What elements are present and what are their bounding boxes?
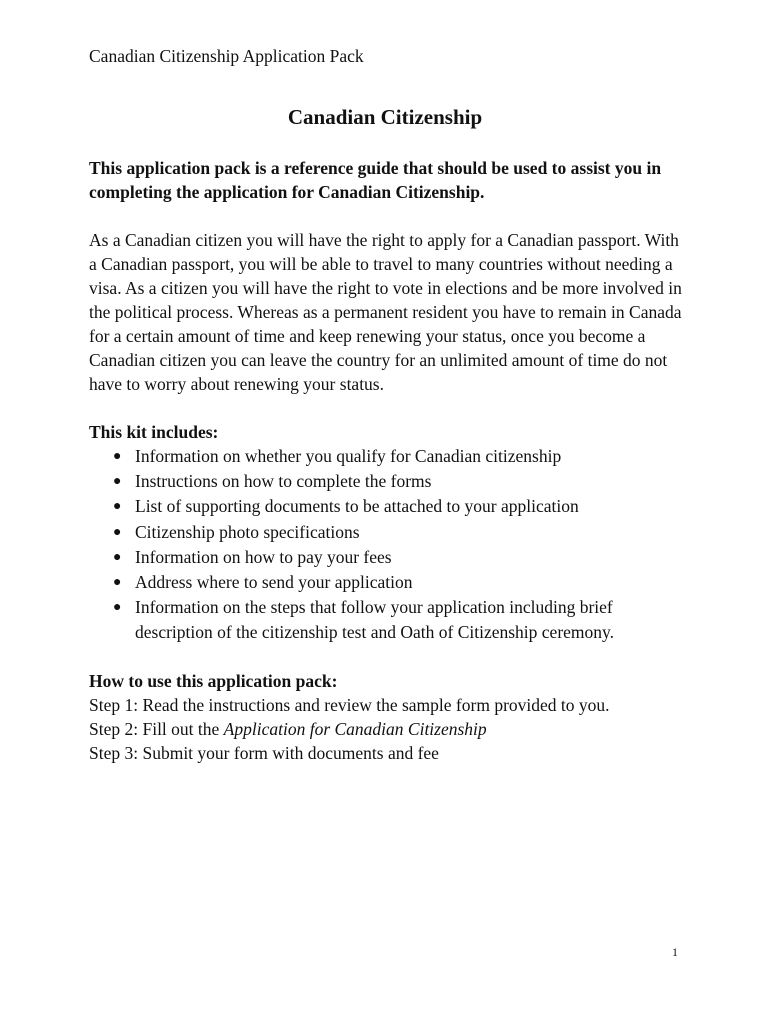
list-item: [89, 545, 689, 570]
bullet-icon: ●: [113, 524, 122, 540]
document-body: [89, 156, 689, 765]
step-3: Step 3: Submit your form with documents and fee: [89, 742, 439, 763]
list-item: [89, 570, 689, 595]
bullet-icon: ●: [113, 449, 122, 464]
kit-includes-heading: This kit includes:: [89, 422, 219, 442]
list-item-text: Information on whether you qualify for Canadian citizenship: [135, 446, 562, 466]
list-item-text: Information on how to pay your fees: [135, 546, 392, 567]
citizenship-benefits-paragraph: As a Canadian citizen you will have the right to apply for a Canadian passport. With a Canadian passport, you will be able to travel to many countries without needing a visa. As a citizen you will have the right to vote in elections and be more involved in the political process. Whereas as a permanent resident you have to remain in Canada for a certain amount of time and keep renewing your status, once you become a Canadian citizen you can leave the country for an unlimited amount of time do not have to worry about renewing your status.: [89, 230, 682, 394]
bullet-icon: ●: [113, 600, 122, 616]
list-item-text: Information on the steps that follow your application including brief description of the citizenship test and Oath of Citizenship ceremony.: [135, 597, 615, 643]
list-item-text: Citizenship photo specifications: [135, 521, 360, 542]
list-item: [89, 494, 689, 519]
list-item-text: List of supporting documents to be attached to your application: [135, 496, 579, 517]
list-item: [89, 469, 689, 494]
bullet-icon: ●: [113, 474, 122, 490]
step-2-prefix: Step 2: Fill out the: [89, 718, 224, 739]
bullet-icon: ●: [113, 575, 122, 591]
step-1: Step 1: Read the instructions and review the sample form provided to you.: [89, 694, 610, 715]
document-title: Canadian Citizenship: [287, 105, 483, 129]
intro-statement: This application pack is a reference guide that should be used to assist you in completing the application for Canadian Citizenship.: [89, 158, 662, 202]
list-item: [89, 520, 689, 545]
running-header: Canadian Citizenship Application Pack: [89, 46, 364, 66]
bullet-icon: ●: [113, 499, 122, 515]
list-item-text: Instructions on how to complete the forms: [135, 471, 432, 492]
step-2: [89, 717, 689, 741]
how-to-use-section: [89, 669, 689, 765]
kit-includes-list: [89, 444, 689, 646]
list-item: [89, 595, 689, 645]
page-number: 1: [672, 945, 678, 959]
how-to-use-heading: How to use this application pack:: [89, 670, 338, 691]
list-item: [89, 444, 689, 469]
bullet-icon: ●: [113, 549, 122, 565]
step-2-form-name: Application for Canadian Citizenship: [223, 718, 487, 739]
list-item-text: Address where to send your application: [135, 572, 413, 593]
